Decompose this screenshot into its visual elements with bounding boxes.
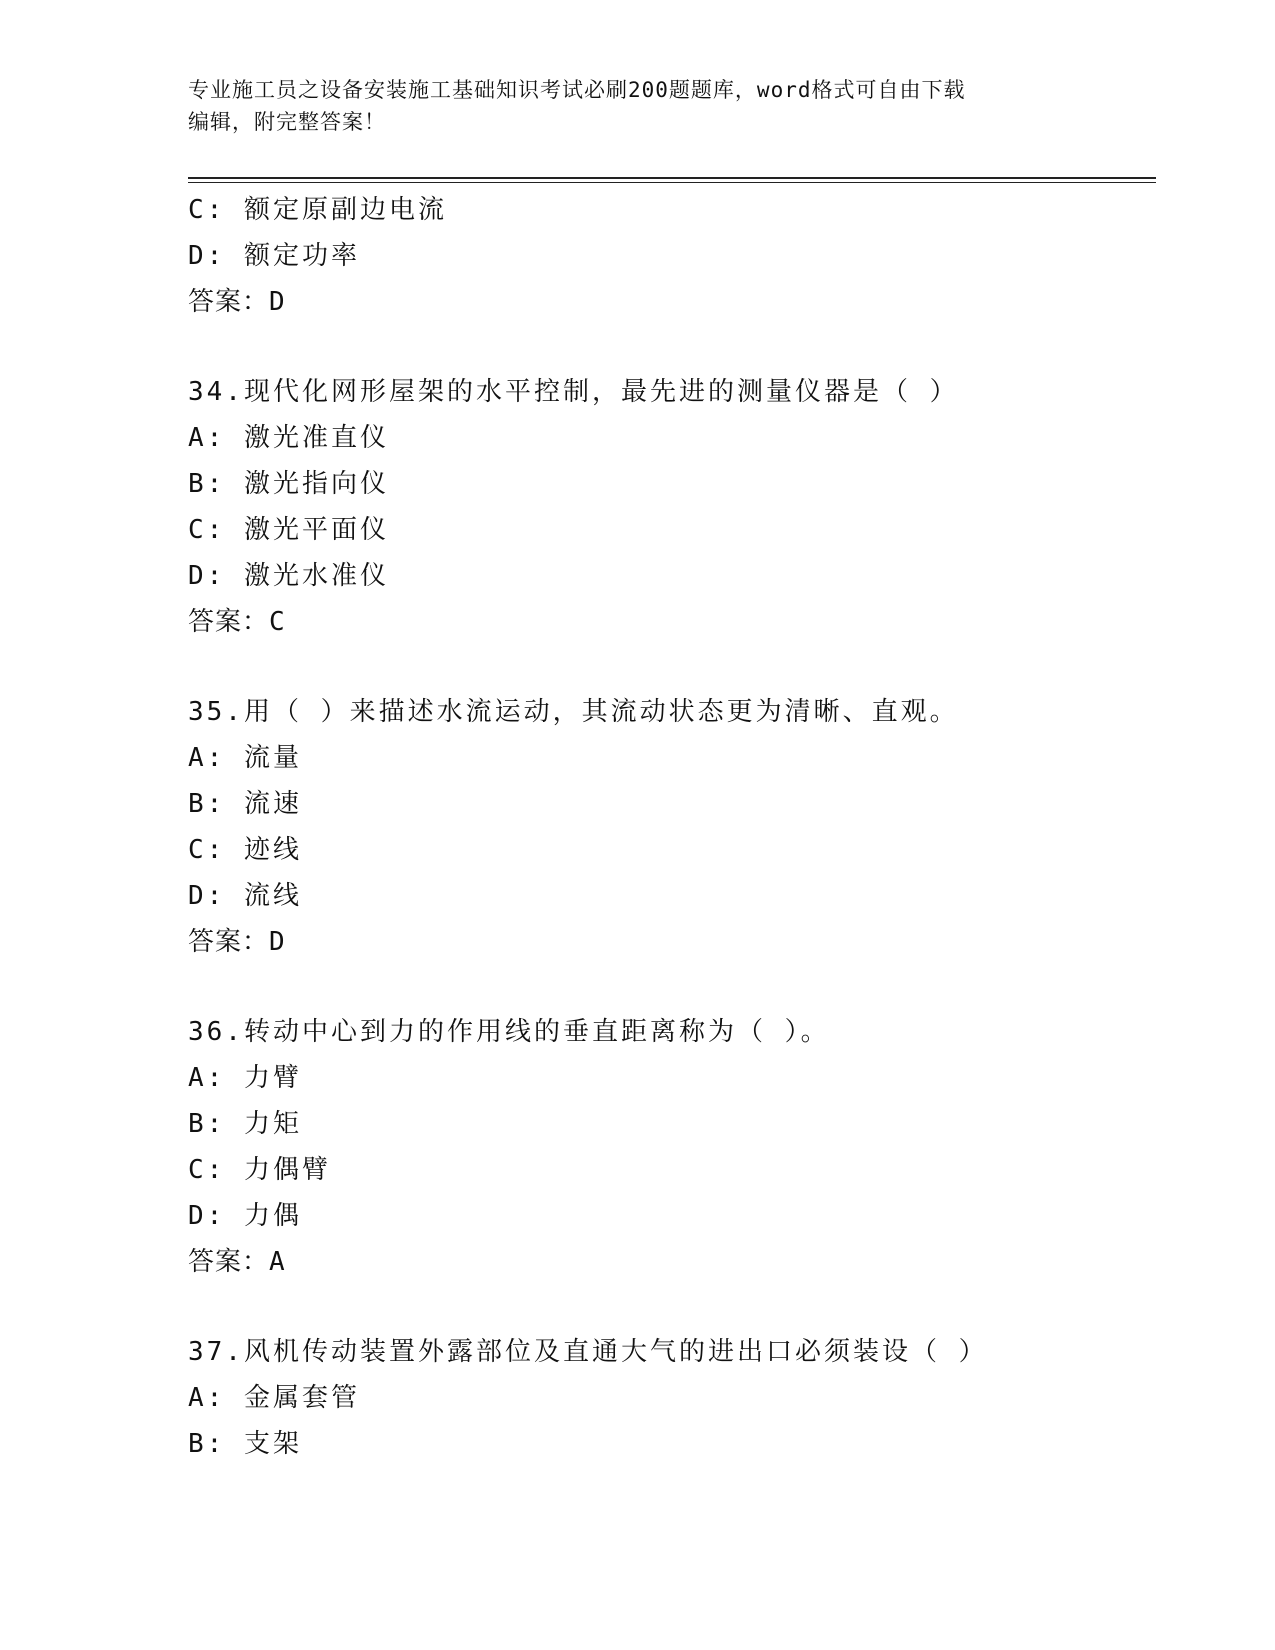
answer-value: A <box>269 1247 286 1277</box>
option-b: B: 力矩 <box>188 1109 302 1139</box>
option-a: A: 力臂 <box>188 1063 302 1093</box>
answer-line <box>188 919 1156 965</box>
question-list <box>188 187 1156 1467</box>
option-b: B: 支架 <box>188 1429 302 1459</box>
question-stem: 34.现代化网形屋架的水平控制，最先进的测量仪器是（ ） <box>188 377 959 407</box>
document-header <box>188 74 1088 138</box>
question-block-36 <box>188 1009 1156 1285</box>
question-block-37 <box>188 1329 1156 1467</box>
option-c: C: 额定原副边电流 <box>188 195 447 225</box>
answer-label: 答案： <box>188 607 270 637</box>
answer-line <box>188 279 1156 325</box>
option-b: B: 流速 <box>188 789 302 819</box>
answer-label: 答案： <box>188 287 270 317</box>
option-a: A: 流量 <box>188 743 302 773</box>
option-d: D: 额定功率 <box>188 241 360 271</box>
answer-label: 答案： <box>188 1247 270 1277</box>
question-stem: 35.用（ ）来描述水流运动，其流动状态更为清晰、直观。 <box>188 697 959 727</box>
answer-line <box>188 599 1156 645</box>
option-c: C: 迹线 <box>188 835 302 865</box>
spacer <box>188 965 1156 1009</box>
answer-value: D <box>269 927 286 957</box>
option-b: B: 激光指向仪 <box>188 469 389 499</box>
answer-value: D <box>269 287 286 317</box>
header-title-line-1: 专业施工员之设备安装施工基础知识考试必刷200题题库，word格式可自由下载 <box>188 78 966 102</box>
option-d: D: 力偶 <box>188 1201 302 1231</box>
answer-label: 答案： <box>188 927 270 957</box>
spacer <box>188 1285 1156 1329</box>
option-d: D: 流线 <box>188 881 302 911</box>
spacer <box>188 645 1156 689</box>
question-block-35 <box>188 689 1156 965</box>
question-stem: 36.转动中心到力的作用线的垂直距离称为（ ）。 <box>188 1017 830 1047</box>
spacer <box>188 325 1156 369</box>
header-divider-thick <box>188 177 1156 179</box>
option-c: C: 激光平面仪 <box>188 515 389 545</box>
header-divider-thin <box>188 182 1156 183</box>
question-block-carryover <box>188 187 1156 325</box>
answer-value: C <box>269 607 286 637</box>
option-a: A: 激光准直仪 <box>188 423 389 453</box>
question-block-34 <box>188 369 1156 645</box>
option-d: D: 激光水准仪 <box>188 561 389 591</box>
option-c: C: 力偶臂 <box>188 1155 331 1185</box>
answer-line <box>188 1239 1156 1285</box>
option-a: A: 金属套管 <box>188 1383 360 1413</box>
header-title-line-2: 编辑，附完整答案！ <box>188 110 386 134</box>
question-stem: 37.风机传动装置外露部位及直通大气的进出口必须装设（ ） <box>188 1337 988 1367</box>
